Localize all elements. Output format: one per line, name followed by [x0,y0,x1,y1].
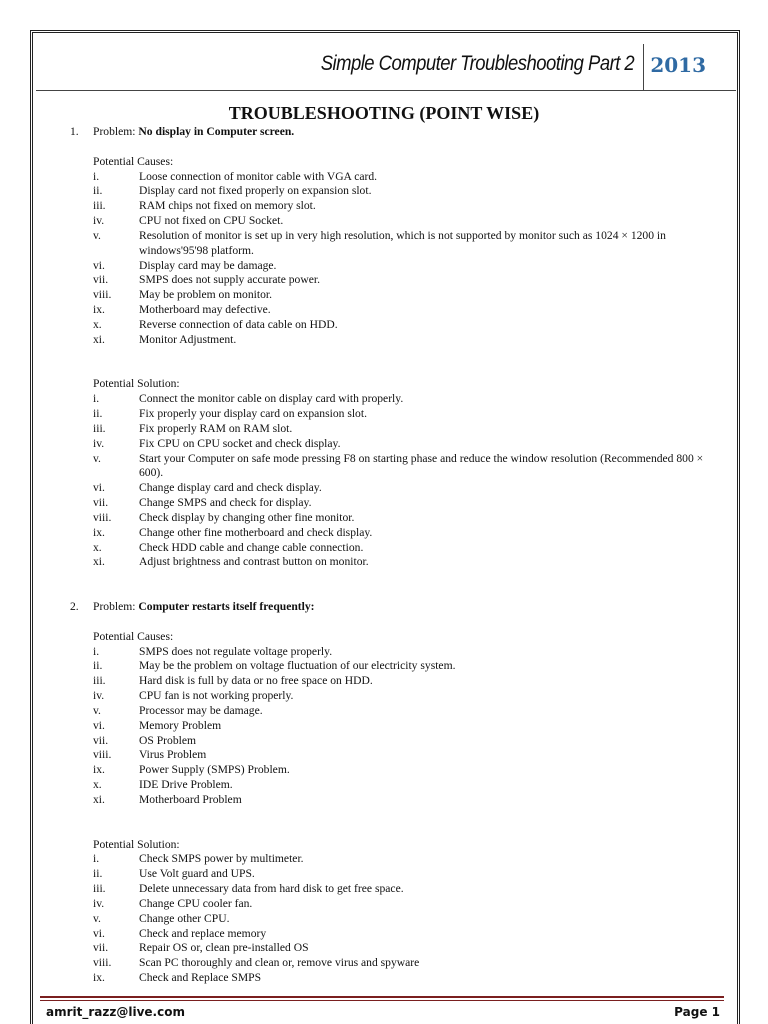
list-item-number: viii. [93,288,112,302]
list-item [70,941,730,956]
list-item-text: Fix properly your display card on expansion slot. [139,407,367,421]
list-item-number: xi. [93,792,105,806]
problem-heading [70,600,730,615]
list-item-number: xi. [93,332,105,346]
list-item-text: Loose connection of monitor cable with VGA card. [139,169,378,183]
list-item-number: ix. [93,763,105,777]
list-item [70,912,730,927]
solutions-list [70,392,730,570]
list-item [70,763,730,778]
causes-heading: Potential Causes: [93,154,174,168]
list-item-number: x. [93,540,102,554]
list-item-number: iii. [93,882,106,896]
list-item-number: v. [93,911,101,925]
list-item-number: x. [93,778,102,792]
list-item [70,674,730,689]
list-item-text: RAM chips not fixed on memory slot. [139,199,316,213]
list-item-text: May be problem on monitor. [139,288,272,302]
list-item-number: vi. [93,258,105,272]
list-item [70,719,730,734]
list-item [70,481,730,496]
list-item-number: vii. [93,496,109,510]
header-separator [643,44,644,90]
list-item [70,496,730,511]
list-item-text: Reverse connection of data cable on HDD. [139,317,338,331]
list-item-number: viii. [93,748,112,762]
list-item [70,852,730,867]
list-item-text: Change CPU cooler fan. [139,896,253,910]
causes-list [70,645,730,808]
list-item [70,199,730,214]
list-item-number: ii. [93,184,103,198]
list-item-text: Change other fine motherboard and check display. [139,525,373,539]
list-item-number: x. [93,317,102,331]
list-item-number: iii. [93,674,106,688]
list-item-text: Check display by changing other fine monitor. [139,510,355,524]
list-item [70,526,730,541]
problem-heading [70,125,730,140]
list-item [70,422,730,437]
list-item-number: ii. [93,659,103,673]
solutions-heading: Potential Solution: [93,377,180,391]
list-item [70,689,730,704]
list-item-number: v. [93,451,101,465]
list-item-text: Scan PC thoroughly and clean or, remove virus and spyware [139,956,420,970]
list-item-number: ii. [93,407,103,421]
list-item-number: iii. [93,199,106,213]
document-body [70,125,730,986]
header-year: 2013 [650,53,706,77]
list-item [70,897,730,912]
list-item-text: Power Supply (SMPS) Problem. [139,763,290,777]
list-item [70,659,730,674]
list-item-number: iv. [93,896,105,910]
list-item-number: vi. [93,718,105,732]
solutions-heading: Potential Solution: [93,837,180,851]
list-item-text: SMPS does not supply accurate power. [139,273,320,287]
list-item-number: iv. [93,214,105,228]
list-item-text: IDE Drive Problem. [139,778,233,792]
list-item-text: Hard disk is full by data or no free space on HDD. [139,674,373,688]
list-item [70,229,730,259]
problem-label: Problem: [93,600,139,613]
list-item-text: Repair OS or, clean pre-installed OS [139,941,309,955]
list-item-number: i. [93,852,100,866]
list-item [70,273,730,288]
causes-list [70,170,730,348]
list-item-number: iii. [93,421,106,435]
list-item-text: Motherboard Problem [139,792,242,806]
list-item-text: OS Problem [139,733,197,747]
list-item [70,407,730,422]
list-item [70,971,730,986]
list-item [70,541,730,556]
list-item-text: SMPS does not regulate voltage properly. [139,644,333,658]
list-item [70,214,730,229]
list-item [70,555,730,570]
footer-rule [40,996,724,998]
list-item-number: vii. [93,733,109,747]
list-item-text: Change SMPS and check for display. [139,496,312,510]
page-header [36,44,736,91]
list-item-text: May be the problem on voltage fluctuation of our electricity system. [139,659,456,673]
list-item-text: Adjust brightness and contrast button on monitor. [139,555,369,569]
list-item-number: i. [93,644,100,658]
list-item [70,748,730,763]
list-item-text: Monitor Adjustment. [139,332,237,346]
list-item-text: Display card may be damage. [139,258,277,272]
list-item-number: viii. [93,510,112,524]
list-item-text: Delete unnecessary data from hard disk to get free space. [139,882,404,896]
list-item-number: v. [93,703,101,717]
list-item [70,867,730,882]
list-item-text: CPU not fixed on CPU Socket. [139,214,284,228]
list-item-number: xi. [93,555,105,569]
list-item-text: CPU fan is not working properly. [139,689,294,703]
list-item-text: Virus Problem [139,748,207,762]
list-item-text: Connect the monitor cable on display card with properly. [139,392,404,406]
problem-title: Computer restarts itself frequently: [138,600,315,613]
list-item [70,437,730,452]
list-item-text: Change other CPU. [139,911,230,925]
list-item-text: Check and replace memory [139,926,267,940]
list-item-number: i. [93,169,100,183]
list-item-number: i. [93,392,100,406]
solutions-list [70,852,730,986]
list-item [70,288,730,303]
list-item-number: ii. [93,867,103,881]
list-item-text: Fix CPU on CPU socket and check display. [139,436,341,450]
problem-number: 1. [70,125,79,138]
list-item-text: Change display card and check display. [139,481,322,495]
header-title: Simple Computer Troubleshooting Part 2 [320,52,634,75]
list-item [70,452,730,482]
list-item [70,645,730,660]
list-item-text: Check SMPS power by multimeter. [139,852,304,866]
list-item-number: ix. [93,971,105,985]
list-item-number: vi. [93,926,105,940]
list-item-number: vii. [93,273,109,287]
list-item [70,927,730,942]
list-item-number: ix. [93,303,105,317]
list-item [70,882,730,897]
list-item-text: Memory Problem [139,718,222,732]
list-item [70,956,730,971]
problem-number: 2. [70,600,79,613]
list-item-text: Check and Replace SMPS [139,971,262,985]
list-item [70,704,730,719]
causes-heading: Potential Causes: [93,629,174,643]
list-item-number: iv. [93,689,105,703]
list-item [70,392,730,407]
list-item-number: iv. [93,436,105,450]
problem-title: No display in Computer screen. [138,125,295,138]
list-item [70,303,730,318]
list-item [70,734,730,749]
list-item [70,333,730,348]
list-item-text: Start your Computer on safe mode pressing F8 on starting phase and reduce the window resolution (Recommended 800 × 600). [139,451,704,480]
list-item-number: vi. [93,481,105,495]
list-item-text: Motherboard may defective. [139,303,271,317]
list-item [70,778,730,793]
list-item-text: Display card not fixed properly on expansion slot. [139,184,372,198]
list-item [70,259,730,274]
list-item-number: v. [93,228,101,242]
list-item-text: Use Volt guard and UPS. [139,867,255,881]
list-item [70,170,730,185]
list-item [70,184,730,199]
footer-rule-thin [40,1000,724,1001]
footer-email: amrit_razz@live.com [46,1005,185,1019]
document-title: TROUBLESHOOTING (POINT WISE) [228,103,540,123]
list-item [70,318,730,333]
page-number: Page 1 [674,1005,720,1019]
list-item-text: Fix properly RAM on RAM slot. [139,421,293,435]
list-item [70,793,730,808]
list-item-number: viii. [93,956,112,970]
list-item-text: Processor may be damage. [139,703,263,717]
problem-label: Problem: [93,125,139,138]
list-item-number: vii. [93,941,109,955]
list-item-text: Check HDD cable and change cable connection. [139,540,364,554]
list-item-text: Resolution of monitor is set up in very high resolution, which is not supported by monitor such as 1024 × 1200 in windows'95'98 platform. [139,228,666,257]
list-item-number: ix. [93,525,105,539]
list-item [70,511,730,526]
